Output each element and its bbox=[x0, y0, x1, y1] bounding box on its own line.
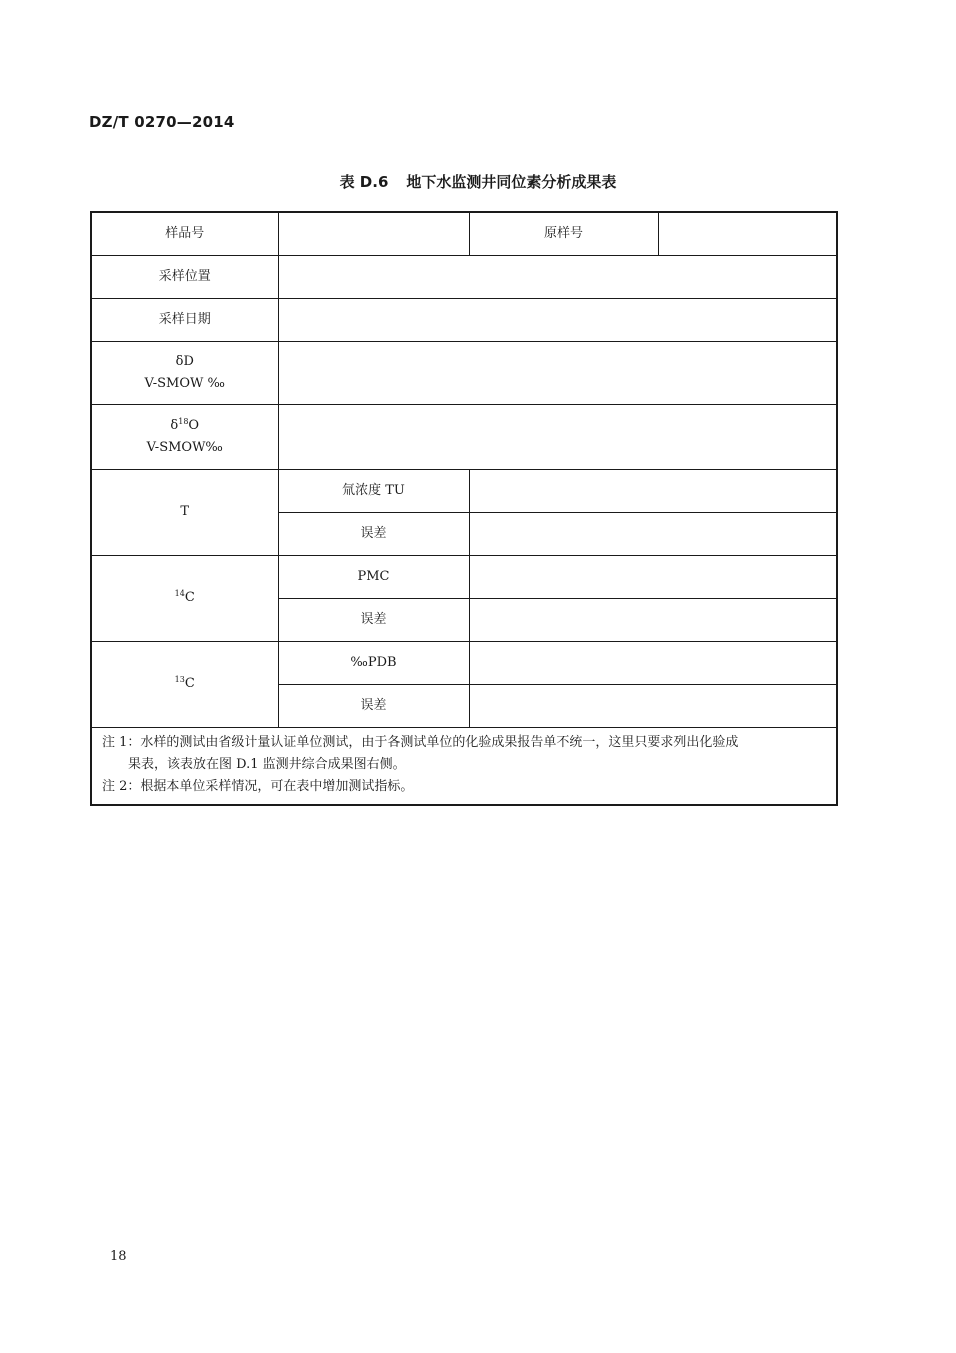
c14-error-label: 误差 bbox=[278, 598, 469, 641]
original-sample-no-value bbox=[658, 212, 837, 255]
page-number: 18 bbox=[110, 1249, 127, 1264]
c14-label bbox=[91, 555, 278, 641]
c14-error-value bbox=[469, 598, 837, 641]
sampling-date-label: 采样日期 bbox=[91, 298, 278, 341]
standard-code: DZ/T 0270—2014 bbox=[89, 113, 235, 131]
carbon-symbol: C bbox=[184, 676, 195, 691]
tritium-concentration-label: 氚浓度 TU bbox=[278, 469, 469, 512]
isotope-result-table bbox=[90, 211, 838, 806]
delta-d-unit: V-SMOW ‰ bbox=[144, 375, 225, 391]
c13-label bbox=[91, 641, 278, 727]
delta-d-label bbox=[91, 341, 278, 404]
table-notes bbox=[91, 727, 837, 805]
note-2: 注 2：根据本单位采样情况，可在表中增加测试指标。 bbox=[102, 778, 414, 794]
table-title-text: 地下水监测井同位素分析成果表 bbox=[406, 173, 617, 191]
sample-no-value bbox=[278, 212, 469, 255]
sampling-date-value bbox=[278, 298, 837, 341]
tritium-concentration-value bbox=[469, 469, 837, 512]
table-row bbox=[91, 469, 837, 512]
sampling-location-label: 采样位置 bbox=[91, 255, 278, 298]
isotope-mass-18: 18 bbox=[178, 416, 189, 426]
delta-d-value bbox=[278, 341, 837, 404]
tritium-error-value bbox=[469, 512, 837, 555]
table-row bbox=[91, 212, 837, 255]
c13-error-label: 误差 bbox=[278, 684, 469, 727]
isotope-mass-13: 13 bbox=[174, 675, 185, 684]
c14-pmc-label: PMC bbox=[278, 555, 469, 598]
table-title bbox=[0, 171, 956, 192]
delta-18o-unit: V-SMOW‰ bbox=[146, 439, 223, 455]
table-row bbox=[91, 255, 837, 298]
table-row bbox=[91, 641, 837, 684]
c13-pdb-label: ‰PDB bbox=[278, 641, 469, 684]
table-row bbox=[91, 404, 837, 469]
delta-18o-symbol bbox=[92, 415, 278, 437]
carbon-symbol: C bbox=[184, 590, 195, 605]
c13-pdb-value bbox=[469, 641, 837, 684]
delta-18o-label bbox=[91, 404, 278, 469]
sampling-location-value bbox=[278, 255, 837, 298]
oxygen-symbol: O bbox=[188, 417, 200, 433]
c14-pmc-value bbox=[469, 555, 837, 598]
table-row bbox=[91, 341, 837, 404]
table-row bbox=[91, 298, 837, 341]
delta-d-symbol: δD bbox=[175, 353, 194, 369]
original-sample-no-label: 原样号 bbox=[469, 212, 658, 255]
delta-18o-value bbox=[278, 404, 837, 469]
table-row bbox=[91, 555, 837, 598]
delta-symbol: δ bbox=[170, 417, 179, 433]
c13-error-value bbox=[469, 684, 837, 727]
notes-row bbox=[91, 727, 837, 805]
tritium-label: T bbox=[91, 469, 278, 555]
tritium-error-label: 误差 bbox=[278, 512, 469, 555]
note-1-line-1: 注 1：水样的测试由省级计量认证单位测试，由于各测试单位的化验成果报告单不统一，这里只要求列出化验成 bbox=[102, 734, 739, 750]
sample-no-label: 样品号 bbox=[91, 212, 278, 255]
isotope-mass-14: 14 bbox=[174, 589, 185, 598]
note-1-line-2: 果表，该表放在图 D.1 监测井综合成果图右侧。 bbox=[128, 756, 406, 772]
table-title-label: 表 D.6 bbox=[339, 173, 389, 191]
